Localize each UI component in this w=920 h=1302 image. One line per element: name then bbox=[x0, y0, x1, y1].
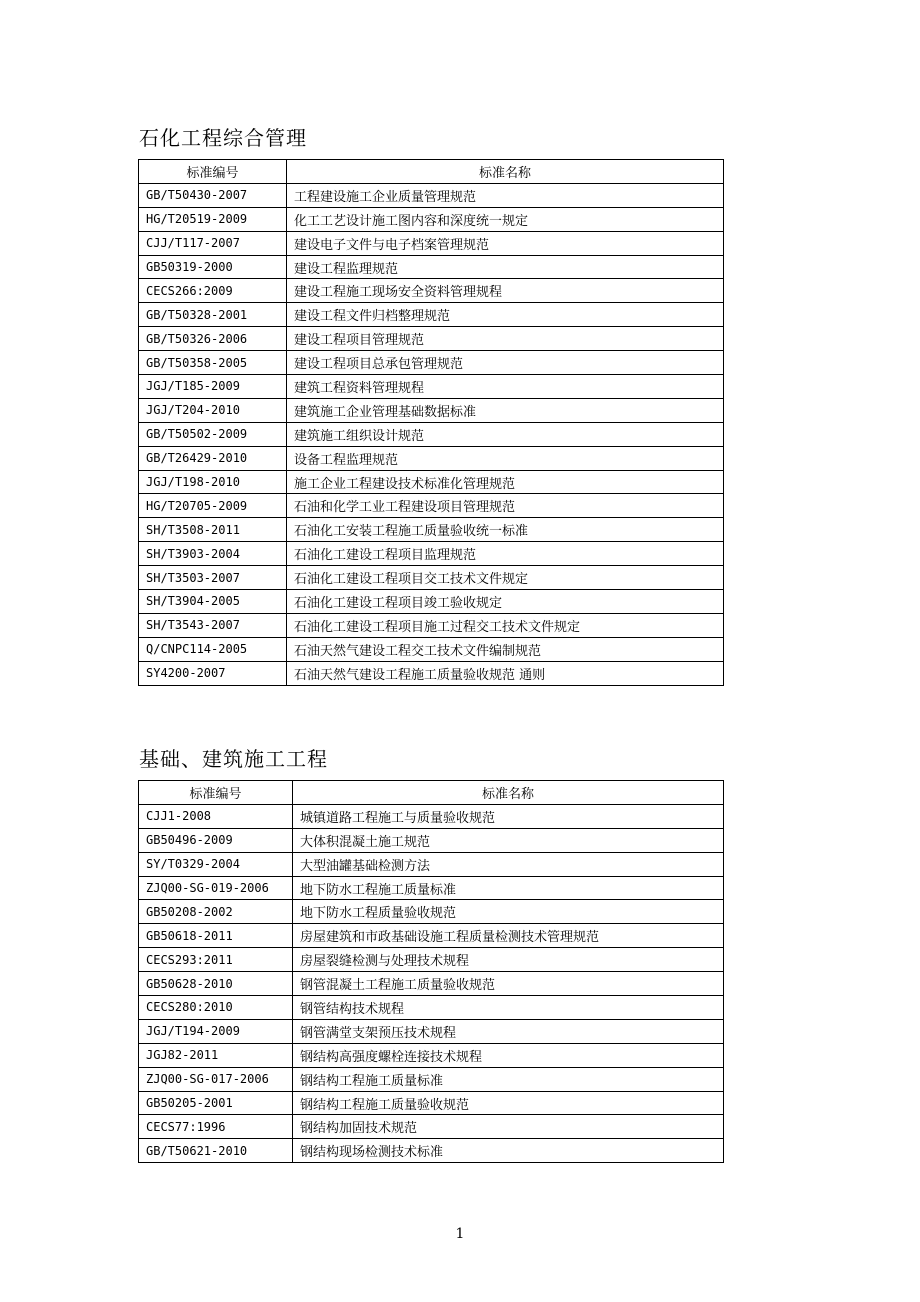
table-row bbox=[139, 231, 724, 255]
table-row bbox=[139, 183, 724, 207]
standard-name-cell: 石油化工建设工程项目竣工验收规定 bbox=[287, 590, 724, 614]
standards-table-petrochemical bbox=[138, 159, 724, 686]
standard-name-cell: 建设电子文件与电子档案管理规范 bbox=[287, 231, 724, 255]
table-row bbox=[139, 470, 724, 494]
table-row bbox=[139, 876, 724, 900]
standard-code-cell: SH/T3543-2007 bbox=[139, 613, 287, 637]
standard-name-cell: 大型油罐基础检测方法 bbox=[293, 852, 724, 876]
standard-code-cell: SY/T0329-2004 bbox=[139, 852, 293, 876]
table-row bbox=[139, 398, 724, 422]
standard-name-cell: 钢结构现场检测技术标准 bbox=[293, 1139, 724, 1163]
header-standard-name: 标准名称 bbox=[287, 160, 724, 184]
table-row bbox=[139, 422, 724, 446]
standard-code-cell: GB/T50358-2005 bbox=[139, 351, 287, 375]
table-row bbox=[139, 255, 724, 279]
section-title-petrochemical: 石化工程综合管理 bbox=[139, 126, 307, 150]
standard-code-cell: SH/T3904-2005 bbox=[139, 590, 287, 614]
table-row bbox=[139, 661, 724, 685]
standard-name-cell: 建筑施工企业管理基础数据标准 bbox=[287, 398, 724, 422]
standard-code-cell: JGJ/T204-2010 bbox=[139, 398, 287, 422]
standard-code-cell: CECS266:2009 bbox=[139, 279, 287, 303]
standard-code-cell: CECS293:2011 bbox=[139, 948, 293, 972]
standard-name-cell: 施工企业工程建设技术标准化管理规范 bbox=[287, 470, 724, 494]
standard-name-cell: 石油化工建设工程项目监理规范 bbox=[287, 542, 724, 566]
standard-code-cell: GB50496-2009 bbox=[139, 828, 293, 852]
table-header-row bbox=[139, 781, 724, 805]
standard-code-cell: HG/T20519-2009 bbox=[139, 207, 287, 231]
standard-code-cell: SH/T3508-2011 bbox=[139, 518, 287, 542]
standard-code-cell: HG/T20705-2009 bbox=[139, 494, 287, 518]
standard-name-cell: 钢结构工程施工质量验收规范 bbox=[293, 1091, 724, 1115]
standard-code-cell: JGJ/T185-2009 bbox=[139, 375, 287, 399]
table-row bbox=[139, 828, 724, 852]
standard-name-cell: 地下防水工程施工质量标准 bbox=[293, 876, 724, 900]
standard-code-cell: GB50205-2001 bbox=[139, 1091, 293, 1115]
standard-code-cell: GB/T50326-2006 bbox=[139, 327, 287, 351]
standard-name-cell: 建设工程施工现场安全资料管理规程 bbox=[287, 279, 724, 303]
table-row bbox=[139, 590, 724, 614]
table-row bbox=[139, 1067, 724, 1091]
standard-code-cell: SH/T3503-2007 bbox=[139, 566, 287, 590]
standard-code-cell: SH/T3903-2004 bbox=[139, 542, 287, 566]
standard-name-cell: 设备工程监理规范 bbox=[287, 446, 724, 470]
standard-code-cell: GB50628-2010 bbox=[139, 972, 293, 996]
standard-code-cell: GB/T50502-2009 bbox=[139, 422, 287, 446]
standard-name-cell: 钢管结构技术规程 bbox=[293, 996, 724, 1020]
header-standard-code: 标准编号 bbox=[139, 781, 293, 805]
standard-name-cell: 石油天然气建设工程施工质量验收规范 通则 bbox=[287, 661, 724, 685]
standard-name-cell: 工程建设施工企业质量管理规范 bbox=[287, 183, 724, 207]
standard-code-cell: JGJ/T194-2009 bbox=[139, 1019, 293, 1043]
table-row bbox=[139, 327, 724, 351]
table-row bbox=[139, 542, 724, 566]
standard-code-cell: JGJ/T198-2010 bbox=[139, 470, 287, 494]
standard-code-cell: JGJ82-2011 bbox=[139, 1043, 293, 1067]
table-row bbox=[139, 900, 724, 924]
standard-code-cell: ZJQ00-SG-019-2006 bbox=[139, 876, 293, 900]
table-row bbox=[139, 996, 724, 1020]
standard-name-cell: 建设工程项目总承包管理规范 bbox=[287, 351, 724, 375]
table-row bbox=[139, 948, 724, 972]
table-row bbox=[139, 1019, 724, 1043]
header-standard-name: 标准名称 bbox=[293, 781, 724, 805]
table-row bbox=[139, 852, 724, 876]
standard-code-cell: CECS280:2010 bbox=[139, 996, 293, 1020]
standard-name-cell: 钢管满堂支架预压技术规程 bbox=[293, 1019, 724, 1043]
standard-name-cell: 房屋裂缝检测与处理技术规程 bbox=[293, 948, 724, 972]
standard-code-cell: GB/T50621-2010 bbox=[139, 1139, 293, 1163]
standard-name-cell: 建设工程监理规范 bbox=[287, 255, 724, 279]
table-row bbox=[139, 351, 724, 375]
standard-name-cell: 石油化工建设工程项目交工技术文件规定 bbox=[287, 566, 724, 590]
standard-name-cell: 钢管混凝土工程施工质量验收规范 bbox=[293, 972, 724, 996]
standard-name-cell: 钢结构工程施工质量标准 bbox=[293, 1067, 724, 1091]
table-row bbox=[139, 375, 724, 399]
standard-name-cell: 建设工程文件归档整理规范 bbox=[287, 303, 724, 327]
standard-code-cell: GB50319-2000 bbox=[139, 255, 287, 279]
table-row bbox=[139, 494, 724, 518]
standard-name-cell: 大体积混凝土施工规范 bbox=[293, 828, 724, 852]
table-row bbox=[139, 566, 724, 590]
standard-name-cell: 化工工艺设计施工图内容和深度统一规定 bbox=[287, 207, 724, 231]
standard-code-cell: CJJ1-2008 bbox=[139, 804, 293, 828]
standard-name-cell: 建设工程项目管理规范 bbox=[287, 327, 724, 351]
table-row bbox=[139, 613, 724, 637]
table-row bbox=[139, 518, 724, 542]
standard-name-cell: 钢结构加固技术规范 bbox=[293, 1115, 724, 1139]
standard-code-cell: GB50618-2011 bbox=[139, 924, 293, 948]
table-row bbox=[139, 1043, 724, 1067]
table-row bbox=[139, 637, 724, 661]
standard-code-cell: SY4200-2007 bbox=[139, 661, 287, 685]
header-standard-code: 标准编号 bbox=[139, 160, 287, 184]
standard-code-cell: CJJ/T117-2007 bbox=[139, 231, 287, 255]
standard-name-cell: 建筑施工组织设计规范 bbox=[287, 422, 724, 446]
standard-name-cell: 钢结构高强度螺栓连接技术规程 bbox=[293, 1043, 724, 1067]
table-row bbox=[139, 972, 724, 996]
table-row bbox=[139, 279, 724, 303]
standard-name-cell: 石油天然气建设工程交工技术文件编制规范 bbox=[287, 637, 724, 661]
section-title-foundation-construction: 基础、建筑施工工程 bbox=[139, 747, 328, 771]
table-row bbox=[139, 1115, 724, 1139]
table-row bbox=[139, 446, 724, 470]
standard-code-cell: GB/T50430-2007 bbox=[139, 183, 287, 207]
table-row bbox=[139, 1139, 724, 1163]
standard-name-cell: 石油和化学工业工程建设项目管理规范 bbox=[287, 494, 724, 518]
standard-name-cell: 石油化工安装工程施工质量验收统一标准 bbox=[287, 518, 724, 542]
standard-code-cell: ZJQ00-SG-017-2006 bbox=[139, 1067, 293, 1091]
standard-name-cell: 石油化工建设工程项目施工过程交工技术文件规定 bbox=[287, 613, 724, 637]
standard-code-cell: GB50208-2002 bbox=[139, 900, 293, 924]
table-row bbox=[139, 207, 724, 231]
standard-name-cell: 建筑工程资料管理规程 bbox=[287, 375, 724, 399]
table-row bbox=[139, 804, 724, 828]
page-number: 1 bbox=[455, 1226, 465, 1242]
standard-code-cell: Q/CNPC114-2005 bbox=[139, 637, 287, 661]
standard-code-cell: CECS77:1996 bbox=[139, 1115, 293, 1139]
standard-name-cell: 房屋建筑和市政基础设施工程质量检测技术管理规范 bbox=[293, 924, 724, 948]
table-row bbox=[139, 303, 724, 327]
table-row bbox=[139, 924, 724, 948]
standard-name-cell: 地下防水工程质量验收规范 bbox=[293, 900, 724, 924]
table-row bbox=[139, 1091, 724, 1115]
standard-name-cell: 城镇道路工程施工与质量验收规范 bbox=[293, 804, 724, 828]
table-header-row bbox=[139, 160, 724, 184]
standard-code-cell: GB/T26429-2010 bbox=[139, 446, 287, 470]
standard-code-cell: GB/T50328-2001 bbox=[139, 303, 287, 327]
standards-table-foundation-construction bbox=[138, 780, 724, 1163]
